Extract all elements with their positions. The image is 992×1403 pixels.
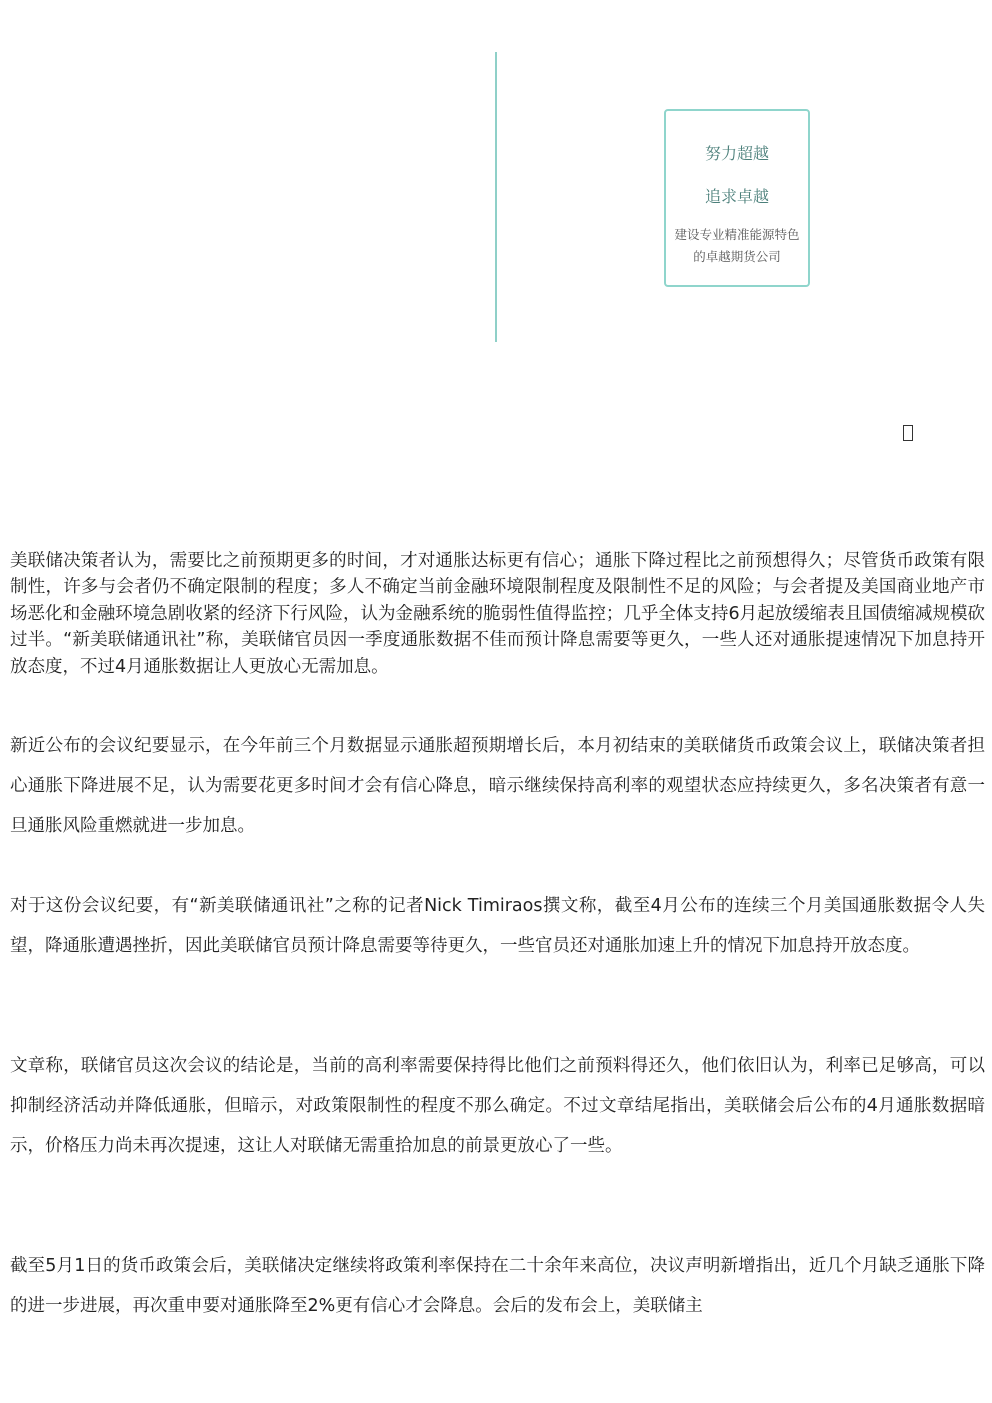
slogan-line-2: 追求卓越 <box>704 187 769 206</box>
vertical-divider <box>495 52 497 342</box>
summary-paragraph: 美联储决策者认为，需要比之前预期更多的时间，才对通胀达标更有信心；通胀下降过程比之前预想得久；尽管货币政策有限制性，许多与会者仍不确定限制的程度；多人不确定当前金融环境限制程度及限制性不足的风险；与会者提及美国商业地产市场恶化和金融环境急剧收紧的经济下行风险，认为金融系统的脆弱性值得监控；几乎全体支持6月起放缓缩表且国债缩减规模砍过半。“新美联储通讯社”称，美联储官员因一季度通胀数据不佳而预计降息需要等更久，一些人还对通胀提速情况下加息持开放态度，不过4月通胀数据让人更放心无需加息。 <box>10 551 985 677</box>
body-paragraph-4: 截至5月1日的货币政策会后，美联储决定继续将政策利率保持在二十余年来高位，决议声明新增指出，近几个月缺乏通胀下降的进一步进展，再次重申要对通胀降至2%更有信心才会降息。会后的发布会上，美联储主 <box>10 1256 985 1316</box>
missing-glyph-icon <box>903 425 913 441</box>
slogan-line-3: 建设专业精准能源特色的卓越期货公司 <box>674 227 800 264</box>
slogan-box <box>664 109 810 287</box>
slogan-line-1: 努力超越 <box>704 144 769 163</box>
body-paragraph-2: 对于这份会议纪要，有“新美联储通讯社”之称的记者Nick Timiraos撰文称，截至4月公布的连续三个月美国通胀数据令人失望，降通胀遭遇挫折，因此美联储官员预计降息需要等待更久，一些官员还对通胀加速上升的情况下加息持开放态度。 <box>10 896 985 956</box>
body-paragraph-1: 新近公布的会议纪要显示，在今年前三个月数据显示通胀超预期增长后，本月初结束的美联储货币政策会议上，联储决策者担心通胀下降进展不足，认为需要花更多时间才会有信心降息，暗示继续保持高利率的观望状态应持续更久，多名决策者有意一旦通胀风险重燃就进一步加息。 <box>10 736 985 836</box>
body-paragraph-3: 文章称，联储官员这次会议的结论是，当前的高利率需要保持得比他们之前预料得还久，他们依旧认为，利率已足够高，可以抑制经济活动并降低通胀，但暗示，对政策限制性的程度不那么确定。不过文章结尾指出，美联储会后公布的4月通胀数据暗示，价格压力尚未再次提速，这让人对联储无需重拾加息的前景更放心了一些。 <box>10 1056 985 1156</box>
